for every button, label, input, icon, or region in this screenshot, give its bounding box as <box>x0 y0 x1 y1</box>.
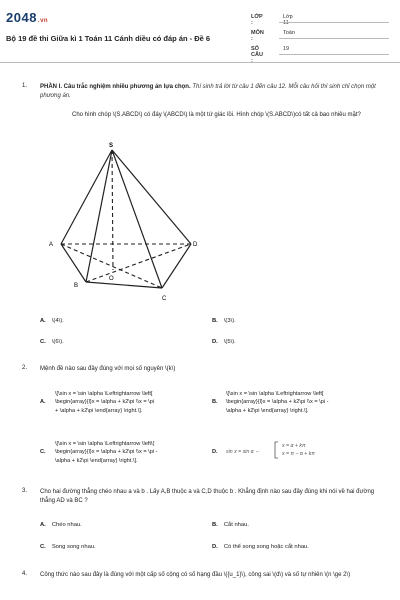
question-1-number: 1. <box>22 83 28 89</box>
label-b: B <box>74 283 79 289</box>
label-a: A <box>49 242 54 248</box>
pyramid-figure <box>40 138 220 310</box>
document-title: Bộ 19 đề thi Giữa kì 1 Toán 11 Cánh diều có đáp án - Đề 6 <box>6 34 211 43</box>
question-4-stem: Công thức nào sau đây là đúng với một cấp số cộng có số hạng đầu \({u_1}\), công sai \(d\) và số tự nhiên \(n \ge 2\) <box>40 572 351 578</box>
question-4-number: 4. <box>22 571 28 577</box>
document-header: 2048.vn Bộ 19 đề thi Giữa kì 1 Toán 11 Cánh diều có đáp án - Đề 6 LỚP : Lớp 11 MÔN : Toán SỐ CÂU : 19 <box>0 0 400 62</box>
q3-option-d[interactable]: D. Có thể song song hoặc cắt nhau. <box>212 544 309 550</box>
label-s: S <box>109 143 114 149</box>
question-2-stem: Mệnh đề nào sau đây đúng với mọi số nguyên \(k\) <box>40 366 176 372</box>
header-divider <box>0 62 400 63</box>
q3-option-a[interactable]: A. Chéo nhau. <box>40 522 82 528</box>
label-c: C <box>162 296 167 302</box>
question-1-section: PHẦN I. Câu trắc nghiệm nhiều phương án lựa chọn. Thí sinh trả lời từ câu 1 đến câu 12. Mỗi câu hỏi thí sinh chỉ chọn một phương án. <box>40 84 376 99</box>
bracket-icon <box>273 441 279 459</box>
q1-option-a[interactable]: A. \(4\). <box>40 318 64 324</box>
q1-option-b[interactable]: B. \(3\). <box>212 318 236 324</box>
label-o: O <box>109 276 114 282</box>
question-2-number: 2. <box>22 365 28 371</box>
q3-option-b[interactable]: B. Cắt nhau. <box>212 522 249 528</box>
q3-option-c[interactable]: C. Song song nhau. <box>40 544 96 550</box>
label-d: D <box>193 242 198 248</box>
question-3-number: 3. <box>22 488 28 494</box>
q1-option-c[interactable]: C. \(6\). <box>40 339 64 345</box>
question-1-stem: Cho hình chóp \(S.ABCD\) có đáy \(ABCD\) là một tứ giác lồi. Hình chóp \(S.ABCD\)có tất cả bao nhiêu mặt? <box>72 112 361 118</box>
site-logo[interactable]: 2048.vn <box>6 10 49 25</box>
q1-option-d[interactable]: D. \(5\). <box>212 339 236 345</box>
question-3-stem: Cho hai đường thẳng chéo nhau a và b . Lấy A,B thuộc a và C,D thuộc b . Khẳng định nào sau đây đúng khi nói về hai đường thẳng AD và BC ? <box>40 489 375 504</box>
